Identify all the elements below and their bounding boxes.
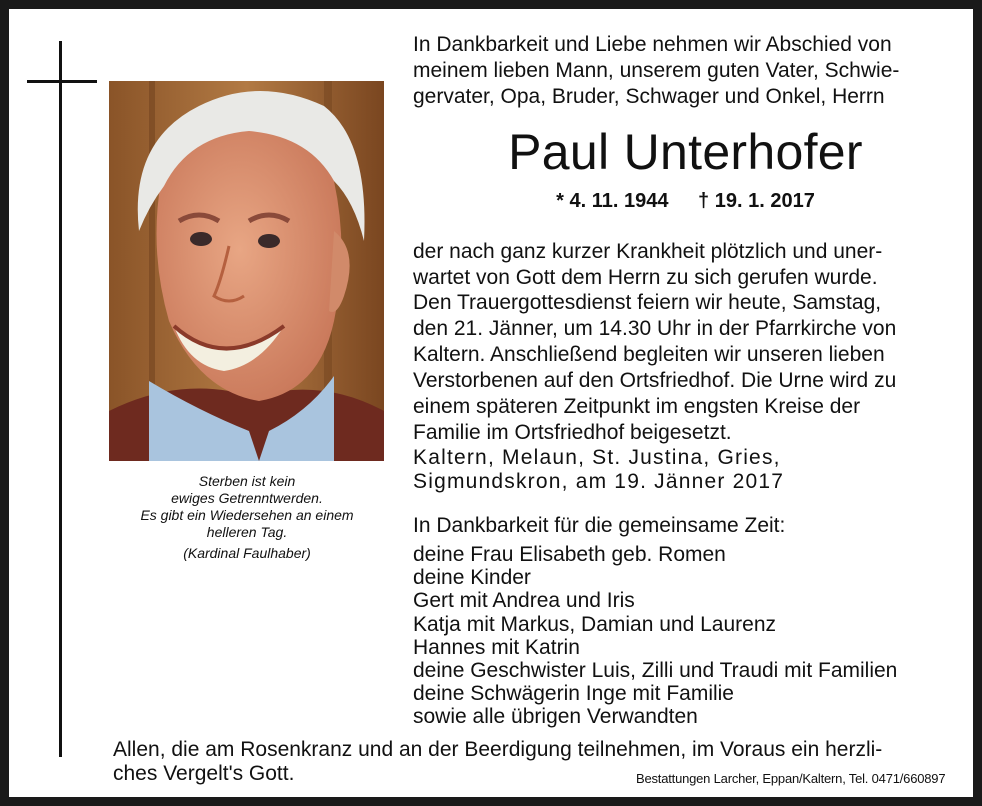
place-and-date [413, 446, 784, 494]
family-entry: Gert mit Andrea und Iris [413, 589, 635, 613]
intro-line: meinem lieben Mann, unserem guten Vater, Schwie- [413, 59, 900, 82]
cross-symbol-horizontal [27, 80, 97, 83]
family-entry: deine Schwägerin Inge mit Familie [413, 682, 734, 706]
life-dates [413, 190, 958, 213]
family-entry: deine Frau Elisabeth geb. Romen [413, 543, 726, 566]
quote-line: helleren Tag. [206, 524, 288, 540]
family-entry: deine Geschwister Luis, Zilli und Traudi mit Familien [413, 659, 898, 683]
paragraph-line: wartet von Gott dem Herrn zu sich gerufen wurde. [413, 266, 878, 289]
thanks-heading: In Dankbarkeit für die gemeinsame Zeit: [413, 514, 786, 537]
family-entry: Katja mit Markus, Damian und Laurenz [413, 612, 776, 636]
cross-symbol-vertical [59, 41, 62, 757]
closing-line: ches Vergelt's Gott. [113, 762, 295, 785]
undertaker-credit: Bestattungen Larcher, Eppan/Kaltern, Tel. 0471/660897 [636, 771, 946, 786]
quote-line: ewiges Getrenntwerden. [171, 490, 323, 506]
family-entry: Hannes mit Katrin [413, 635, 580, 659]
intro-line: In Dankbarkeit und Liebe nehmen wir Abschied von [413, 33, 892, 56]
family-entry: sowie alle übrigen Verwandten [413, 705, 698, 729]
family-entry: deine Kinder [413, 566, 531, 590]
paragraph-line: Familie im Ortsfriedhof beigesetzt. [413, 421, 732, 444]
quote-author: (Kardinal Faulhaber) [183, 545, 311, 561]
funeral-service-paragraph [413, 290, 896, 446]
paragraph-line: Kaltern. Anschließend begleiten wir unseren lieben [413, 343, 885, 366]
birth-date: * 4. 11. 1944 [556, 190, 669, 212]
closing-line: Allen, die am Rosenkranz und an der Beerdigung teilnehmen, im Voraus ein herzli- [113, 738, 883, 761]
paragraph-line: den 21. Jänner, um 14.30 Uhr in der Pfarrkirche von [413, 317, 897, 340]
deceased-name: Paul Unterhofer [508, 124, 863, 180]
death-date: † 19. 1. 2017 [698, 190, 815, 212]
paragraph-line: Verstorbenen auf den Ortsfriedhof. Die Urne wird zu [413, 369, 897, 392]
place-line: Sigmundskron, am 19. Jänner 2017 [413, 470, 785, 493]
quote-line: Es gibt ein Wiedersehen an einem [140, 507, 354, 523]
paragraph-line: einem späteren Zeitpunkt im engsten Kreise der [413, 395, 861, 418]
portrait-photo [109, 81, 384, 461]
death-announcement-paragraph [413, 239, 882, 291]
intro-line: gervater, Opa, Bruder, Schwager und Onkel, Herrn [413, 85, 885, 108]
paragraph-line: der nach ganz kurzer Krankheit plötzlich und uner- [413, 240, 883, 263]
family-list [413, 543, 897, 729]
quote-block [112, 473, 382, 562]
paragraph-line: Den Trauergottesdienst feiern wir heute, Samstag, [413, 291, 882, 314]
quote-line: Sterben ist kein [198, 473, 296, 489]
intro-text [413, 32, 899, 110]
place-line: Kaltern, Melaun, St. Justina, Gries, [413, 446, 781, 469]
